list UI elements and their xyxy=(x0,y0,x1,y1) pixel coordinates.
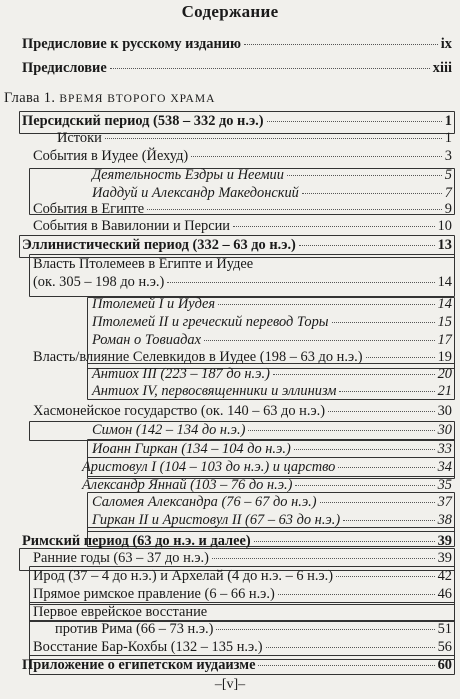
toc-page-number: 38 xyxy=(437,512,452,528)
toc-page-number: 37 xyxy=(437,494,452,510)
toc-entry-label: против Рима (66 – 73 н.э.) xyxy=(55,621,214,637)
toc-page-number: 5 xyxy=(444,167,452,183)
leader-dots xyxy=(332,322,435,323)
toc-entry-preface[interactable] xyxy=(22,60,452,77)
toc-entry-label: События в Вавилонии и Персии xyxy=(33,218,231,234)
toc-entry-ptolemies-line1[interactable]: Власть Птолемеев в Египте и Иудее xyxy=(33,256,254,272)
toc-page-number: xiii xyxy=(432,60,452,76)
leader-dots xyxy=(191,156,442,157)
toc-entry-label: Александр Яннай (103 – 76 до н.э.) xyxy=(82,477,293,493)
page-footer-number: –[v]– xyxy=(214,677,246,692)
chapter-prefix: Глава 1. xyxy=(4,90,56,106)
toc-page-number: 39 xyxy=(437,533,452,549)
toc-page-number: 42 xyxy=(437,568,452,584)
leader-dots xyxy=(267,121,442,122)
toc-page-number: 34 xyxy=(437,459,452,475)
toc-page-number: 15 xyxy=(437,314,452,330)
leader-dots xyxy=(233,226,435,227)
toc-entry-herod-archelaus[interactable] xyxy=(33,568,452,585)
toc-entry-label: Хасмонейское государство (ок. 140 – 63 до н.э.) xyxy=(33,403,326,419)
leader-dots xyxy=(278,594,435,595)
toc-page-number: 9 xyxy=(444,201,452,217)
toc-entry-label: Эллинистический период (332 – 63 до н.э.) xyxy=(22,237,296,253)
leader-dots xyxy=(218,304,435,305)
toc-page-number: 39 xyxy=(437,550,452,566)
leader-dots xyxy=(248,430,434,431)
toc-entry-label: Антиох IV, первосвященники и эллинизм xyxy=(92,383,337,399)
toc-entry-ptolemies[interactable] xyxy=(33,274,452,291)
toc-page-number: 3 xyxy=(444,148,452,164)
leader-dots xyxy=(244,44,438,45)
toc-page-number: 46 xyxy=(437,586,452,602)
leader-dots xyxy=(295,485,434,486)
toc-entry-label: Роман о Товиадах xyxy=(92,332,202,348)
leader-dots xyxy=(110,68,430,69)
leader-dots xyxy=(105,138,442,139)
chapter-name: ВРЕМЯ ВТОРОГО ХРАМА xyxy=(59,93,216,105)
toc-entry-label: Ранние годы (63 – 37 до н.э.) xyxy=(33,550,209,566)
toc-entry-aristobulus-i[interactable] xyxy=(82,459,452,476)
toc-page-number: 21 xyxy=(437,383,452,399)
toc-entry-ptolemy-i[interactable] xyxy=(92,296,452,313)
toc-entry-judea-events[interactable] xyxy=(33,148,452,165)
toc-entry-label: Симон (142 – 134 до н.э.) xyxy=(92,422,246,438)
leader-dots xyxy=(216,629,434,630)
toc-entry-origins[interactable] xyxy=(57,130,452,147)
leader-dots xyxy=(339,391,434,392)
toc-entry-label: Римский период (63 до н.э. и далее) xyxy=(22,533,251,549)
toc-entry-first-revolt-line1[interactable]: Первое еврейское восстание xyxy=(33,604,208,620)
toc-entry-tobiads[interactable] xyxy=(92,332,452,349)
toc-entry-alexander-jannaeus[interactable] xyxy=(82,477,452,494)
toc-page-number: 30 xyxy=(437,422,452,438)
toc-entry-label: Предисловие xyxy=(22,60,107,76)
leader-dots xyxy=(147,209,442,210)
toc-entry-roman-period[interactable] xyxy=(22,533,452,550)
toc-entry-seleucids[interactable] xyxy=(33,349,452,366)
toc-entry-early-years[interactable] xyxy=(33,550,452,567)
toc-page-number: 14 xyxy=(437,274,452,290)
leader-dots xyxy=(273,374,435,375)
toc-page-number: 1 xyxy=(444,130,452,146)
toc-entry-simon[interactable] xyxy=(92,422,452,439)
leader-dots xyxy=(167,282,434,283)
toc-entry-egypt-events[interactable] xyxy=(33,201,452,218)
toc-entry-label: Деятельность Ездры и Неемии xyxy=(92,167,284,183)
toc-entry-label: Иаддуй и Александр Македонский xyxy=(92,185,299,201)
toc-entry-label: Аристовул I (104 – 103 до н.э.) и царство xyxy=(82,459,336,475)
toc-entry-hyrcanus-ii[interactable] xyxy=(92,512,452,529)
leader-dots xyxy=(336,576,435,577)
leader-dots xyxy=(343,520,434,521)
leader-dots xyxy=(287,175,442,176)
leader-dots xyxy=(366,357,435,358)
toc-entry-label: Саломея Александра (76 – 67 до н.э.) xyxy=(92,494,317,510)
toc-entry-label: Прямое римское правление (6 – 66 н.э.) xyxy=(33,586,275,602)
leader-dots xyxy=(302,193,442,194)
toc-entry-label: (ок. 305 – 198 до н.э.) xyxy=(33,274,165,290)
toc-page-number: 13 xyxy=(437,237,452,253)
toc-entry-label: Гиркан II и Аристовул II (67 – 63 до н.э.) xyxy=(92,512,341,528)
toc-page-number: 14 xyxy=(437,296,452,312)
leader-dots xyxy=(294,449,435,450)
toc-entry-label: Восстание Бар-Кохбы (132 – 135 н.э.) xyxy=(33,639,263,655)
toc-entry-label: Приложение о египетском иудаизме xyxy=(22,657,256,673)
toc-entry-label: Предисловие к русскому изданию xyxy=(22,36,242,52)
toc-entry-label: Власть/влияние Селевкидов в Иудее (198 – 63 до н.э.) xyxy=(33,349,363,365)
toc-page-number: 33 xyxy=(437,441,452,457)
toc-page-number: ix xyxy=(440,36,452,52)
toc-entry-direct-rule[interactable] xyxy=(33,586,452,603)
toc-page-number: 19 xyxy=(437,349,452,365)
toc-entry-jaddua-alexander[interactable] xyxy=(92,185,452,202)
toc-entry-label: Персидский период (538 – 332 до н.э.) xyxy=(22,113,264,129)
toc-page-number: 17 xyxy=(437,332,452,348)
toc-entry-john-hyrcanus[interactable] xyxy=(92,441,452,458)
toc-page-number: 10 xyxy=(437,218,452,234)
leader-dots xyxy=(212,558,435,559)
leader-dots xyxy=(338,467,434,468)
toc-entry-babylon-persia[interactable] xyxy=(33,218,452,235)
toc-entry-bar-kokhba[interactable] xyxy=(33,639,452,656)
leader-dots xyxy=(320,502,435,503)
toc-page-number: 1 xyxy=(444,113,452,129)
toc-page-number: 51 xyxy=(437,621,452,637)
toc-entry-preface-russian[interactable] xyxy=(22,36,452,53)
toc-entry-egyptian-judaism[interactable] xyxy=(22,657,452,674)
toc-entry-first-revolt[interactable] xyxy=(55,621,452,638)
toc-entry-ezra-nehemiah[interactable] xyxy=(92,167,452,184)
page-title: Содержание xyxy=(181,2,279,21)
toc-entry-label: События в Египте xyxy=(33,201,145,217)
toc-entry-salome-alexandra[interactable] xyxy=(92,494,452,511)
toc-entry-antiochus-iv[interactable] xyxy=(92,383,452,400)
toc-entry-label: Птолемей I и Иудея xyxy=(92,296,216,312)
toc-entry-persian-period[interactable] xyxy=(22,113,452,130)
toc-entry-label: Истоки xyxy=(57,130,102,146)
toc-page-number: 30 xyxy=(437,403,452,419)
leader-dots xyxy=(258,665,434,666)
toc-page-number: 60 xyxy=(437,657,452,673)
toc-entry-label: Ирод (37 – 4 до н.э.) и Архелай (4 до н.э. – 6 н.э.) xyxy=(33,568,334,584)
leader-dots xyxy=(254,541,435,542)
toc-page-number: 56 xyxy=(437,639,452,655)
leader-dots xyxy=(299,245,435,246)
toc-entry-ptolemy-ii[interactable] xyxy=(92,314,452,331)
toc-entry-label: Антиох III (223 – 187 до н.э.) xyxy=(92,366,270,382)
toc-entry-label: События в Иудее (Йехуд) xyxy=(33,148,189,164)
toc-entry-hellenistic-period[interactable] xyxy=(22,237,452,254)
toc-page-number: 20 xyxy=(437,366,452,382)
toc-page-number: 35 xyxy=(437,477,452,493)
toc-entry-hasmonean-state[interactable] xyxy=(33,403,452,420)
leader-dots xyxy=(328,411,435,412)
toc-entry-label: Иоанн Гиркан (134 – 104 до н.э.) xyxy=(92,441,291,457)
toc-entry-label: Птолемей II и греческий перевод Торы xyxy=(92,314,329,330)
chapter-heading xyxy=(4,90,215,107)
toc-page-number: 7 xyxy=(444,185,452,201)
toc-entry-antiochus-iii[interactable] xyxy=(92,366,452,383)
leader-dots xyxy=(204,340,435,341)
leader-dots xyxy=(266,647,435,648)
